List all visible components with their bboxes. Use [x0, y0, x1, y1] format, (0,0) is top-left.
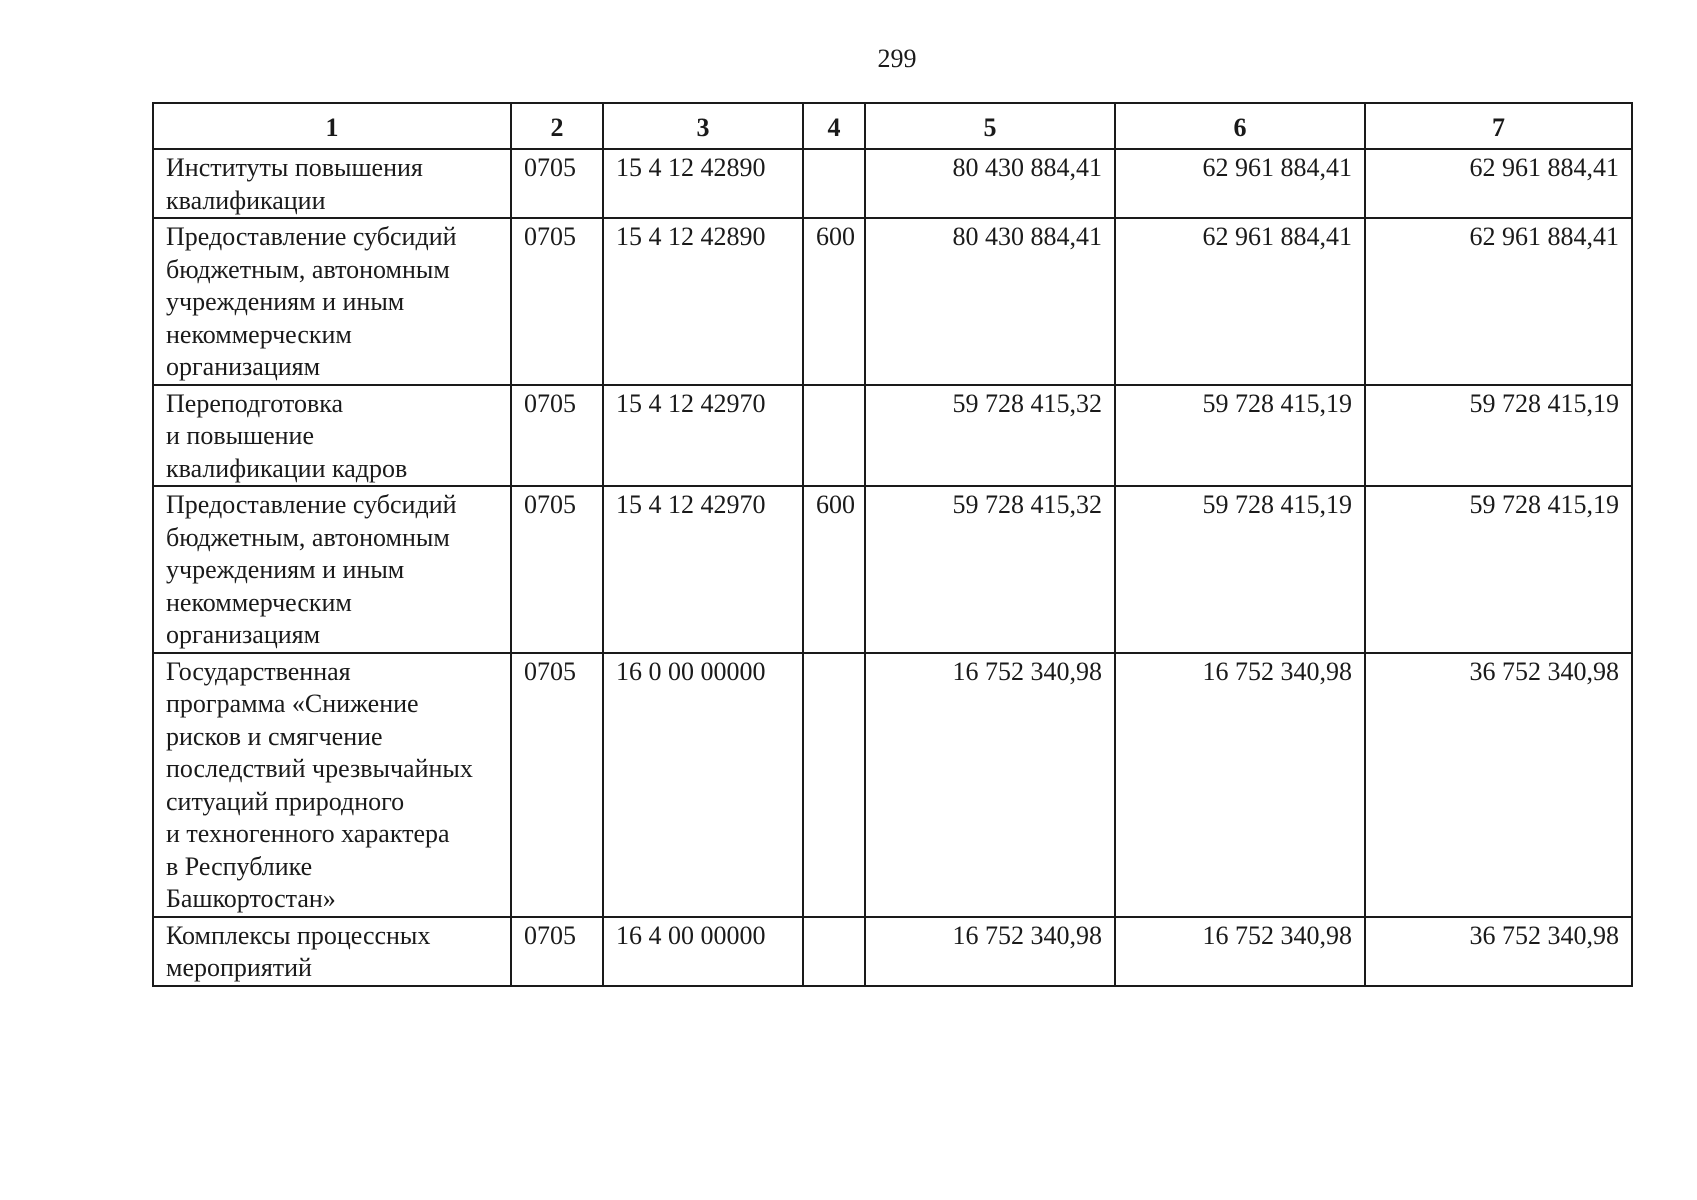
table-row	[153, 218, 1632, 385]
row-value-5: 59 728 415,32	[865, 486, 1115, 653]
row-name-line: квалификации кадров	[166, 453, 408, 483]
header-col-1: 1	[153, 103, 511, 149]
row-name-line: Башкортостан»	[166, 884, 336, 913]
table-row	[153, 149, 1632, 218]
row-name-line: мероприятий	[166, 953, 312, 982]
row-value-6: 59 728 415,19	[1115, 486, 1365, 653]
row-name-line: бюджетным, автономным	[166, 254, 450, 284]
row-value-5: 16 752 340,98	[865, 653, 1115, 917]
row-name-line: организациям	[166, 352, 321, 381]
header-col-7: 7	[1365, 103, 1632, 149]
page-number: 299	[877, 44, 917, 73]
row-name-line: программа «Снижение	[166, 689, 419, 718]
row-name	[153, 218, 511, 385]
header-col-6: 6	[1115, 103, 1365, 149]
row-name-line: Предоставление субсидий	[166, 222, 457, 251]
row-name	[153, 653, 511, 917]
row-expense-type: 600	[803, 486, 865, 653]
table-row	[153, 917, 1632, 986]
row-section-code: 0705	[511, 385, 603, 487]
row-name-line: некоммерческим	[166, 587, 352, 617]
row-value-5: 80 430 884,41	[865, 218, 1115, 385]
row-value-6: 16 752 340,98	[1115, 917, 1365, 986]
row-target-code: 16 0 00 00000	[603, 653, 803, 917]
row-value-7: 36 752 340,98	[1365, 917, 1632, 986]
row-name-line: в Республике	[166, 851, 313, 881]
row-name-line: Переподготовка	[166, 388, 343, 418]
row-value-7: 62 961 884,41	[1365, 218, 1632, 385]
row-value-7: 36 752 340,98	[1365, 653, 1632, 917]
row-expense-type: 600	[803, 218, 865, 385]
row-name-line: последствий чрезвычайных	[166, 754, 473, 783]
table-row	[153, 385, 1632, 487]
row-name-line: ситуаций природного	[166, 786, 405, 816]
row-expense-type	[803, 149, 865, 218]
header-col-3: 3	[603, 103, 803, 149]
row-value-7: 62 961 884,41	[1365, 149, 1632, 218]
row-value-5: 59 728 415,32	[865, 385, 1115, 487]
row-name-line: Предоставление субсидий	[166, 490, 457, 519]
row-target-code: 15 4 12 42890	[603, 218, 803, 385]
row-section-code: 0705	[511, 218, 603, 385]
row-section-code: 0705	[511, 653, 603, 917]
table-row	[153, 653, 1632, 917]
table-row	[153, 486, 1632, 653]
row-target-code: 15 4 12 42970	[603, 385, 803, 487]
row-name-line: Комплексы процессных	[166, 920, 431, 950]
row-name	[153, 917, 511, 986]
row-name-line: и повышение	[166, 421, 315, 450]
row-target-code: 15 4 12 42970	[603, 486, 803, 653]
row-name	[153, 149, 511, 218]
header-col-4: 4	[803, 103, 865, 149]
row-name-line: квалификации	[166, 185, 326, 215]
row-section-code: 0705	[511, 486, 603, 653]
row-name-line: некоммерческим	[166, 319, 352, 349]
budget-table	[152, 102, 1633, 987]
row-expense-type	[803, 385, 865, 487]
row-name-line: Институты повышения	[166, 153, 423, 182]
row-name-line: учреждениям и иным	[166, 287, 405, 316]
row-name-line: и техногенного характера	[166, 819, 450, 848]
row-value-6: 59 728 415,19	[1115, 385, 1365, 487]
row-name	[153, 385, 511, 487]
row-value-5: 80 430 884,41	[865, 149, 1115, 218]
table-body	[153, 149, 1632, 986]
row-expense-type	[803, 917, 865, 986]
header-col-5: 5	[865, 103, 1115, 149]
row-section-code: 0705	[511, 149, 603, 218]
row-value-7: 59 728 415,19	[1365, 486, 1632, 653]
row-name-line: рисков и смягчение	[166, 721, 383, 751]
row-target-code: 16 4 00 00000	[603, 917, 803, 986]
row-value-6: 16 752 340,98	[1115, 653, 1365, 917]
row-name-line: Государственная	[166, 656, 351, 686]
row-expense-type	[803, 653, 865, 917]
row-section-code: 0705	[511, 917, 603, 986]
row-name-line: учреждениям и иным	[166, 555, 405, 584]
header-row	[153, 103, 1632, 149]
row-name-line: организациям	[166, 620, 321, 649]
row-value-6: 62 961 884,41	[1115, 149, 1365, 218]
row-value-7: 59 728 415,19	[1365, 385, 1632, 487]
row-name-line: бюджетным, автономным	[166, 522, 450, 552]
row-name	[153, 486, 511, 653]
row-value-5: 16 752 340,98	[865, 917, 1115, 986]
row-target-code: 15 4 12 42890	[603, 149, 803, 218]
row-value-6: 62 961 884,41	[1115, 218, 1365, 385]
header-col-2: 2	[511, 103, 603, 149]
